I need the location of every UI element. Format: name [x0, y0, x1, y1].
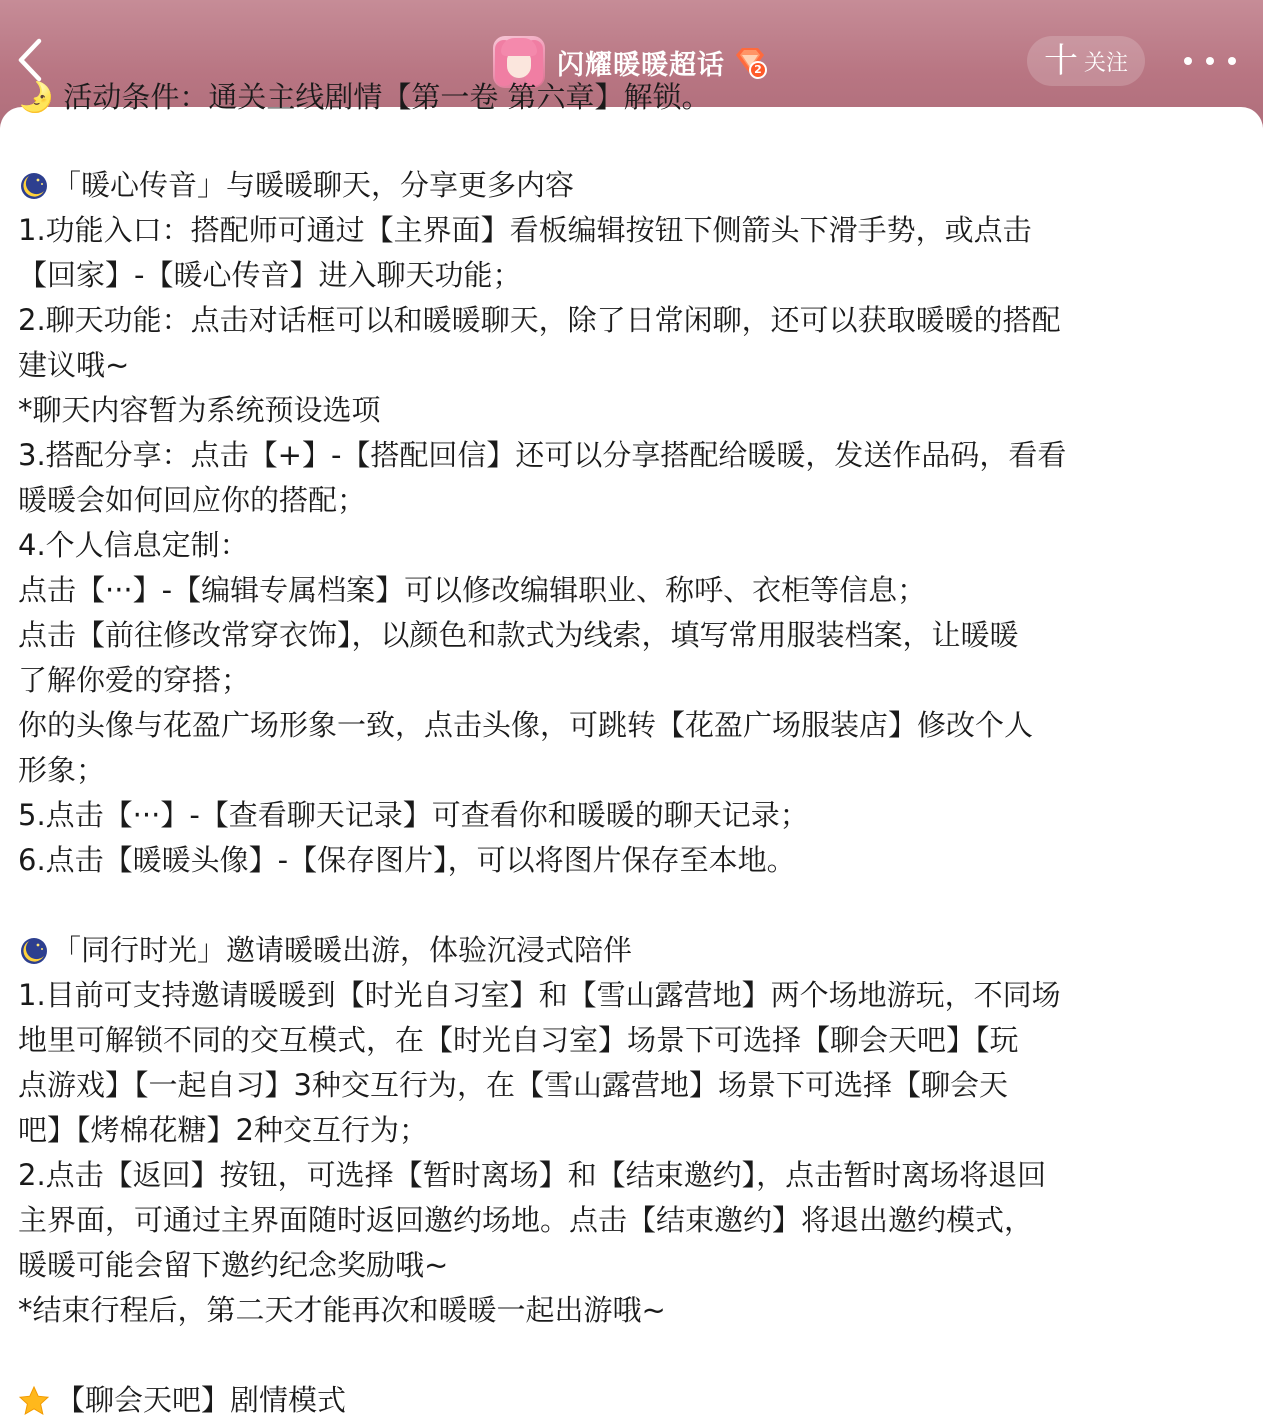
- section-heading: [18, 163, 1244, 208]
- blank-line: [18, 1333, 1244, 1378]
- star-icon: [18, 1385, 50, 1417]
- text-line: 点击【前往修改常穿衣饰】，以颜色和款式为线索，填写常用服装档案，让暖暖: [18, 618, 1019, 652]
- post-body: [18, 163, 1244, 1423]
- section-title: 「同行时光」邀请暖暖出游，体验沉浸式陪伴: [52, 933, 633, 967]
- super-topic-level-badge-icon: [733, 45, 767, 79]
- text-line: 你的头像与花盈广场形象一致，点击头像，可跳转【花盈广场服装店】修改个人: [18, 708, 1034, 742]
- moon-icon: [18, 170, 50, 202]
- moon-icon: [18, 935, 50, 967]
- section-title: 【聊会天吧】剧情模式: [56, 1383, 347, 1417]
- text-line: 点击【···】-【编辑专属档案】可以修改编辑职业、称呼、衣柜等信息；: [18, 573, 927, 607]
- text-line: 1.功能入口：搭配师可通过【主界面】看板编辑按钮下侧箭头下滑手势，或点击: [18, 213, 1032, 247]
- section-heading: [18, 1378, 1244, 1423]
- badge-level: 2: [754, 63, 762, 76]
- text-line: 了解你爱的穿搭；: [18, 663, 251, 697]
- text-line: 建议哦~: [18, 348, 130, 382]
- text-line: 形象；: [18, 753, 106, 787]
- text-line: *结束行程后，第二天才能再次和暖暖一起出游哦~: [18, 1293, 666, 1327]
- plus-icon: 十: [1043, 41, 1078, 81]
- blank-line: [18, 883, 1244, 928]
- partially-hidden-line: 🌛 活动条件：通关主线剧情【第一卷 第六章】解锁。: [18, 80, 711, 114]
- text-line: 点游戏】【一起自习】3种交互行为，在【雪山露营地】场景下可选择【聊会天: [18, 1068, 1008, 1102]
- text-line: 暖暖会如何回应你的搭配；: [18, 483, 367, 517]
- text-line: 暖暖可能会留下邀约纪念奖励哦~: [18, 1248, 449, 1282]
- text-line: 【回家】-【暖心传音】进入聊天功能；: [18, 258, 522, 292]
- text-line: 4.个人信息定制：: [18, 528, 249, 562]
- section-title: 「暖心传音」与暖暖聊天，分享更多内容: [52, 168, 575, 202]
- follow-label: 关注: [1083, 50, 1128, 76]
- text-line: *聊天内容暂为系统预设选项: [18, 393, 381, 427]
- text-line: 吧】【烤棉花糖】2种交互行为；: [18, 1113, 428, 1147]
- section-heading: [18, 928, 1244, 973]
- text-line: 2.点击【返回】按钮，可选择【暂时离场】和【结束邀约】，点击暂时离场将退回: [18, 1158, 1047, 1192]
- more-dots-icon[interactable]: [1184, 44, 1236, 78]
- text-line: 6.点击【暖暖头像】-【保存图片】，可以将图片保存至本地。: [18, 843, 796, 877]
- text-line: 1.目前可支持邀请暖暖到【时光自习室】和【雪山露营地】两个场地游玩，不同场: [18, 978, 1061, 1012]
- follow-button[interactable]: [1027, 36, 1145, 86]
- text-line: 地里可解锁不同的交互模式，在【时光自习室】场景下可选择【聊会天吧】【玩: [18, 1023, 1019, 1057]
- text-line: 主界面，可通过主界面随时返回邀约场地。点击【结束邀约】将退出邀约模式，: [18, 1203, 1034, 1237]
- text-line: 5.点击【···】-【查看聊天记录】可查看你和暖暖的聊天记录；: [18, 798, 809, 832]
- text-line: 2.聊天功能：点击对话框可以和暖暖聊天，除了日常闲聊，还可以获取暖暖的搭配: [18, 303, 1061, 337]
- page-title: 闪耀暖暖超话: [557, 49, 725, 81]
- text-line: 3.搭配分享：点击【+】-【搭配回信】还可以分享搭配给暖暖，发送作品码，看看: [18, 438, 1067, 472]
